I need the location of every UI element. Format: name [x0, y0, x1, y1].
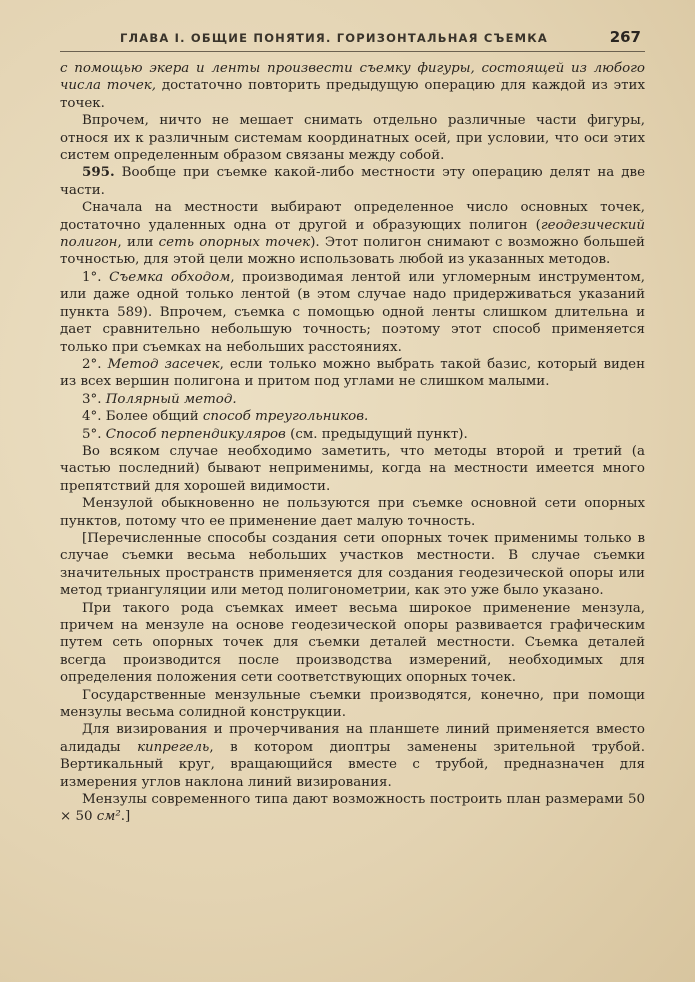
text-run: , производимая лентой или угломерным инструментом, или даже одной только лентой (в этом случае надо придерживаться указаний пункта 589). Впрочем, съемка с помощью одной ленты слишком длительна и дает сравнительно небольшую точность; поэтому этот способ применяется только при съемках на небольших расстояниях. — [60, 269, 645, 355]
italic-phrase: с помощью экера и ленты произвести съемку фигуры, состоящей из любого числа точек, — [60, 61, 645, 94]
paragraph — [60, 199, 645, 269]
italic-term: Съемка обходом — [109, 269, 231, 285]
italic-term: способ треугольников. — [202, 409, 369, 425]
text-run: Сначала на местности выбирают определенное число основных точек, достаточно удаленных одна от другой и образующих полигон ( — [60, 200, 645, 233]
text-run: ). Этот полигон снимают с возможно большей точностью, для этой цели можно использовать любой из указанных методов. — [60, 235, 645, 268]
list-marker: 2°. — [82, 356, 108, 372]
text-run: Мензулы современного типа дают возможность построить план размерами 50 — [82, 792, 645, 808]
section-number: 595. — [82, 164, 115, 181]
list-marker: 3°. — [82, 391, 106, 407]
paragraph — [60, 356, 645, 391]
text-run: Для визирования и прочерчивания на планшете линий применяется вместо алидады — [60, 722, 645, 755]
text-run: (см. предыдущий пункт). — [285, 426, 468, 442]
paragraph: Впрочем, ничто не мешает снимать отдельно различные части фигуры, относя их к различным системам координатных осей, при условии, что оси этих систем определенным образом связаны между собой. — [60, 113, 645, 164]
text-run: Вообще при съемке какой-либо местности эту операцию делят на две части. — [60, 165, 645, 198]
italic-term: Полярный метод. — [105, 391, 237, 407]
paragraph: Государственные мензульные съемки производятся, конечно, при помощи мензулы весьма солидной конструкции. — [60, 687, 645, 721]
italic-term: сеть опорных точек — [158, 235, 311, 251]
chapter-title: ГЛАВА I. ОБЩИЕ ПОНЯТИЯ. ГОРИЗОНТАЛЬНАЯ СЪЕМКА — [120, 31, 548, 45]
list-marker: 5°. — [82, 426, 106, 442]
running-header — [60, 28, 645, 52]
page-number: 267 — [609, 28, 641, 46]
text-run: , или — [117, 235, 159, 251]
text-run: , в котором диоптры заменены зрительной трубой. Вертикальный круг, вращающийся вместе с трубой, предназначен для измерения углов наклона линий визирования. — [60, 739, 645, 790]
paragraph: Мензулой обыкновенно не пользуются при съемке основной сети опорных пунктов, потому что ее применение дает малую точность. — [60, 496, 645, 529]
body-text — [60, 60, 645, 826]
text-run: , если только можно выбрать такой базис, который виден из всех вершин полигона и притом под углами не слишком малыми. — [60, 356, 645, 390]
paragraph: Во всяком случае необходимо заметить, что методы второй и третий (а частью последний) бывают неприменимы, когда на местности имеется много препятствий для хорошей видимости. — [60, 443, 645, 494]
list-marker: 1°. — [82, 269, 110, 285]
times-sign: × — [60, 809, 72, 825]
italic-term: Способ перпендикуляров — [105, 426, 286, 442]
text-run: 4°. Более общий — [82, 409, 203, 425]
paragraph: [Перечисленные способы создания сети опорных точек применимы только в случае съемки весьма небольших участков местности. В случае съемки значительных пространств применяется для создания геодезической опоры или метод триангуляции или метод полигонометрии, как это уже было указано. — [60, 530, 645, 599]
paragraph — [60, 269, 645, 356]
italic-term: Метод засечек — [107, 356, 220, 372]
italic-term: кипрегель — [137, 739, 210, 755]
paragraph — [60, 791, 645, 826]
paragraph: При такого рода съемках имеет весьма широкое применение мензула, причем на мензуле на основе геодезической опоры развивается графическим путем сеть опорных точек для съемки деталей местности. Съемка деталей всегда производится после производства измерений, необходимых для определения положения сети соответствующих опорных точек. — [60, 600, 645, 686]
text-run: достаточно повторить предыдущую операцию для каждой из этих точек. — [60, 78, 645, 111]
unit-label: см² — [96, 809, 121, 825]
paragraph — [60, 426, 645, 443]
paragraph — [60, 391, 645, 408]
paragraph — [60, 164, 645, 199]
paragraph — [60, 721, 645, 791]
paragraph — [60, 408, 645, 425]
text-run: .] — [120, 809, 131, 825]
italic-term: геодезический полигон — [60, 217, 645, 251]
text-run: 50 — [71, 809, 97, 825]
paragraph — [60, 60, 645, 112]
